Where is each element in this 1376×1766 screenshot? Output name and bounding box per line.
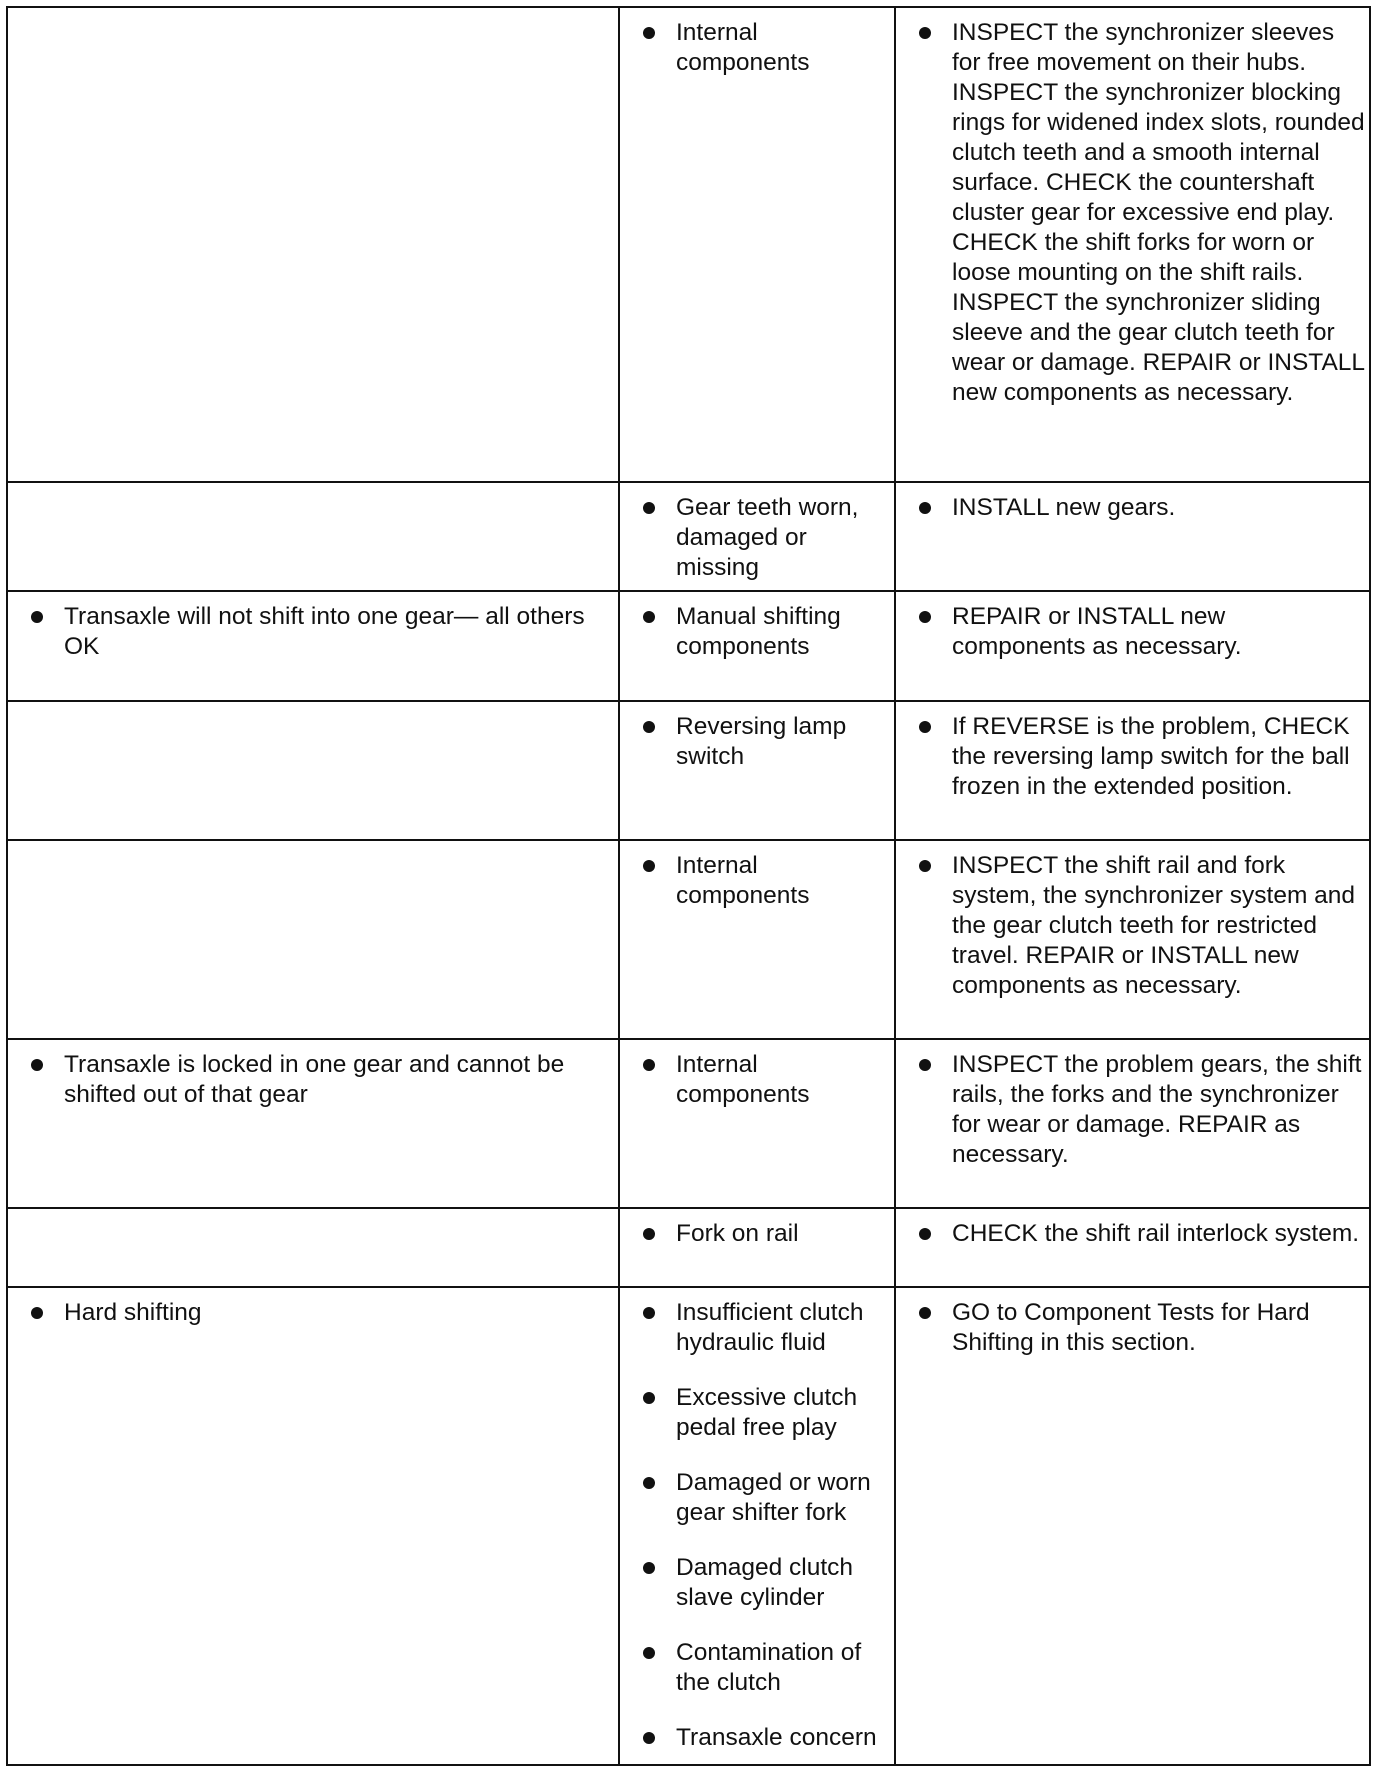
symptom-cell (7, 1039, 619, 1208)
action-cell (895, 1039, 1370, 1208)
cause-text: Damaged or worn gear shifter fork (676, 1469, 871, 1526)
bullet-icon (919, 27, 931, 39)
action-item (896, 1298, 1369, 1358)
cause-text: Manual shifting components (676, 603, 841, 660)
cause-item (620, 1553, 894, 1613)
table-row (7, 701, 1370, 840)
action-text: CHECK the shift rail interlock system. (952, 1220, 1360, 1247)
cause-cell (619, 1287, 895, 1765)
cause-item (620, 493, 894, 583)
bullet-icon (919, 721, 931, 733)
cause-item (620, 18, 894, 78)
action-cell (895, 1208, 1370, 1287)
cause-item (620, 1723, 894, 1753)
bullet-icon (31, 611, 43, 623)
table-row (7, 1208, 1370, 1287)
symptom-cell (7, 482, 619, 591)
action-item (896, 712, 1369, 802)
symptom-text: Transaxle will not shift into one gear— all others OK (64, 603, 585, 660)
table-row (7, 1287, 1370, 1765)
cause-item (620, 712, 894, 772)
cause-item (620, 1298, 894, 1358)
action-item (896, 18, 1369, 408)
cause-item (620, 1638, 894, 1698)
action-item (896, 602, 1369, 662)
cause-item (620, 1050, 894, 1110)
table-row (7, 482, 1370, 591)
cause-text: Transaxle concern (676, 1724, 877, 1751)
bullet-icon (643, 1477, 655, 1489)
cause-text: Fork on rail (676, 1220, 799, 1247)
cause-item (620, 602, 894, 662)
bullet-icon (643, 1732, 655, 1744)
cause-text: Reversing lamp switch (676, 713, 847, 770)
symptom-cell (7, 591, 619, 701)
cause-text: Internal components (676, 19, 810, 76)
symptom-item (8, 602, 618, 662)
bullet-icon (643, 721, 655, 733)
action-text: GO to Component Tests for Hard Shifting in this section. (952, 1299, 1310, 1356)
cause-cell (619, 591, 895, 701)
bullet-icon (643, 1392, 655, 1404)
table-row (7, 7, 1370, 482)
symptom-text: Transaxle is locked in one gear and cannot be shifted out of that gear (64, 1051, 565, 1108)
symptom-cell (7, 701, 619, 840)
diagnosis-table (6, 6, 1371, 1766)
action-cell (895, 591, 1370, 701)
cause-item (620, 851, 894, 911)
cause-cell (619, 1039, 895, 1208)
bullet-icon (919, 1228, 931, 1240)
bullet-icon (31, 1307, 43, 1319)
action-text: If REVERSE is the problem, CHECK the reversing lamp switch for the ball frozen in the extended position. (952, 713, 1350, 800)
symptom-item (8, 1298, 618, 1328)
table-row (7, 591, 1370, 701)
cause-text: Excessive clutch pedal free play (676, 1384, 858, 1441)
cause-item (620, 1468, 894, 1528)
action-text: INSPECT the synchronizer sleeves for free movement on their hubs. INSPECT the synchronizer blocking rings for widened index slots, rounded clutch teeth and a smooth internal surface. CHECK the countershaft cluster gear for excessive end play. CHECK the shift forks for worn or loose mounting on the shift rails. INSPECT the synchronizer sliding sleeve and the gear clutch teeth for wear or damage. REPAIR or INSTALL new components as necessary. (952, 19, 1365, 406)
cause-item (620, 1219, 894, 1249)
action-cell (895, 1287, 1370, 1765)
cause-cell (619, 701, 895, 840)
cause-text: Insufficient clutch hydraulic fluid (676, 1299, 864, 1356)
action-text: INSPECT the shift rail and fork system, the synchronizer system and the gear clutch teeth for restricted travel. REPAIR or INSTALL new components as necessary. (952, 852, 1356, 999)
bullet-icon (643, 1562, 655, 1574)
bullet-icon (643, 27, 655, 39)
bullet-icon (919, 611, 931, 623)
action-cell (895, 7, 1370, 482)
action-cell (895, 482, 1370, 591)
action-item (896, 1050, 1369, 1170)
bullet-icon (919, 1307, 931, 1319)
action-cell (895, 840, 1370, 1039)
table-row (7, 1039, 1370, 1208)
cause-text: Internal components (676, 1051, 810, 1108)
cause-text: Gear teeth worn, damaged or missing (676, 494, 859, 581)
action-cell (895, 701, 1370, 840)
cause-item (620, 1383, 894, 1443)
symptom-cell (7, 7, 619, 482)
symptom-item (8, 1050, 618, 1110)
cause-cell (619, 482, 895, 591)
action-text: INSTALL new gears. (952, 494, 1176, 521)
bullet-icon (643, 1307, 655, 1319)
bullet-icon (31, 1059, 43, 1071)
symptom-cell (7, 840, 619, 1039)
bullet-icon (643, 1228, 655, 1240)
bullet-icon (643, 502, 655, 514)
symptom-text: Hard shifting (64, 1299, 202, 1326)
table-row (7, 840, 1370, 1039)
bullet-icon (919, 860, 931, 872)
bullet-icon (643, 860, 655, 872)
bullet-icon (643, 611, 655, 623)
action-text: INSPECT the problem gears, the shift rails, the forks and the synchronizer for wear or damage. REPAIR as necessary. (952, 1051, 1362, 1168)
action-item (896, 493, 1369, 523)
action-item (896, 851, 1369, 1001)
bullet-icon (919, 1059, 931, 1071)
action-item (896, 1219, 1369, 1249)
bullet-icon (643, 1647, 655, 1659)
cause-cell (619, 840, 895, 1039)
symptom-cell (7, 1287, 619, 1765)
bullet-icon (919, 502, 931, 514)
bullet-icon (643, 1059, 655, 1071)
cause-cell (619, 7, 895, 482)
symptom-cell (7, 1208, 619, 1287)
cause-text: Contamination of the clutch (676, 1639, 862, 1696)
cause-text: Damaged clutch slave cylinder (676, 1554, 854, 1611)
action-text: REPAIR or INSTALL new components as necessary. (952, 603, 1242, 660)
cause-text: Internal components (676, 852, 810, 909)
cause-cell (619, 1208, 895, 1287)
